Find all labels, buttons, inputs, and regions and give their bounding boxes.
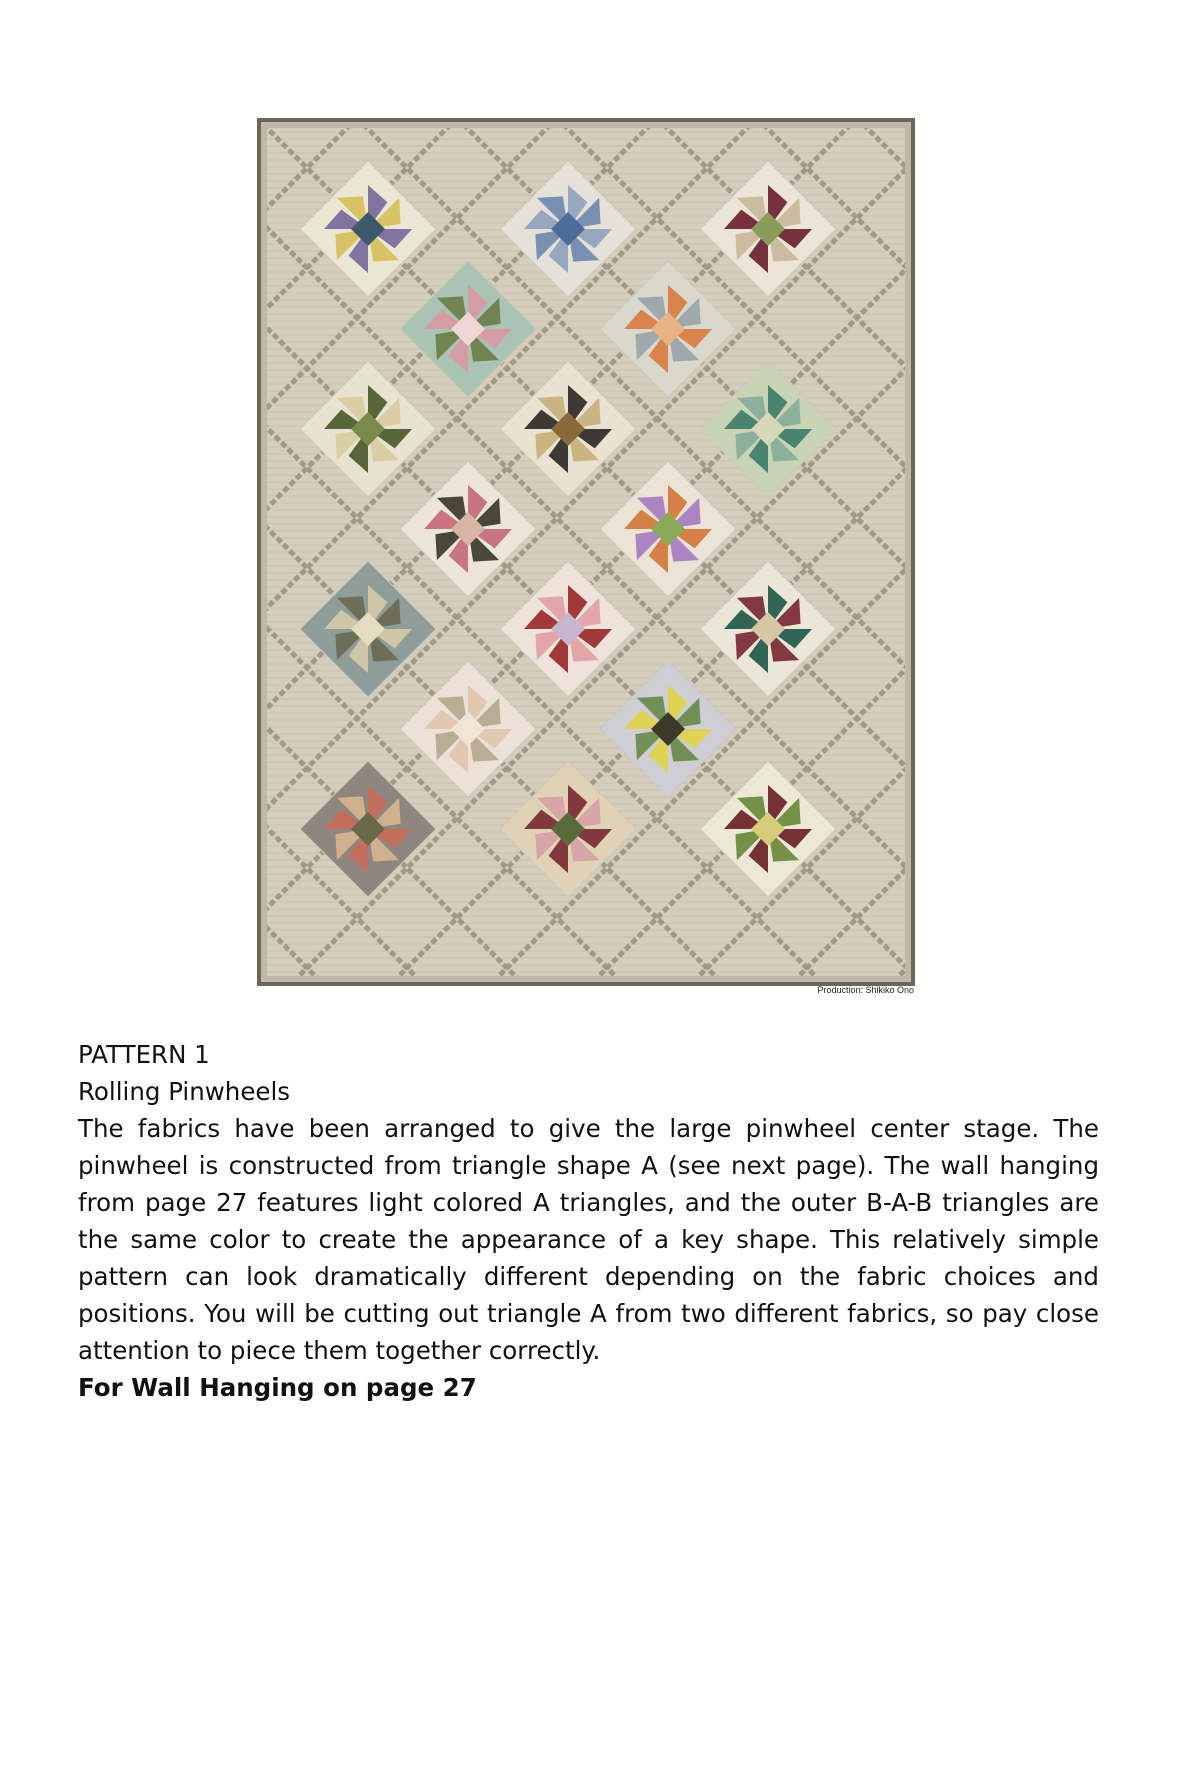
pattern-label: PATTERN 1 — [78, 1040, 210, 1069]
description-line: pattern can look dramatically different depending on the fabric choices and — [78, 1262, 1099, 1291]
quilt-field — [257, 118, 915, 986]
quilt-photo — [257, 118, 915, 986]
description-line: the same color to create the appearance of a key shape. This relatively simple — [78, 1225, 1099, 1254]
pattern-description — [78, 1110, 1099, 1369]
photo-credit: Production: Shikiko Ono — [817, 985, 914, 995]
description-line: positions. You will be cutting out triangle A from two different fabrics, so pay close — [78, 1299, 1099, 1328]
description-line: from page 27 features light colored A triangles, and the outer B-A-B triangles are — [78, 1188, 1099, 1217]
quilt-image — [257, 118, 915, 986]
pattern-name: Rolling Pinwheels — [78, 1077, 291, 1106]
description-line: The fabrics have been arranged to give the large pinwheel center stage. The — [78, 1114, 1099, 1143]
text-block — [78, 1036, 1099, 1406]
description-line: attention to piece them together correctly. — [78, 1336, 601, 1365]
wall-hanging-reference: For Wall Hanging on page 27 — [78, 1373, 477, 1402]
description-line: pinwheel is constructed from triangle shape A (see next page). The wall hanging — [78, 1151, 1099, 1180]
